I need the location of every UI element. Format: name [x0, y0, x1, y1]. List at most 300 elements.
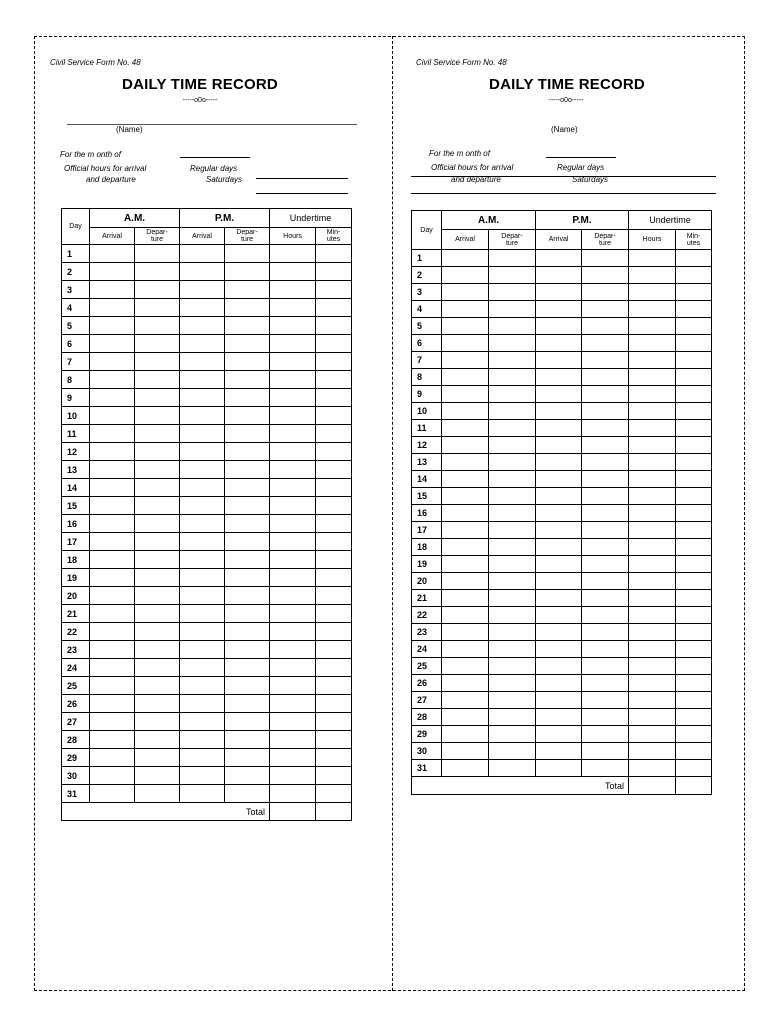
- undertime-hours-cell[interactable]: [270, 587, 316, 605]
- am-arrival-cell[interactable]: [442, 335, 489, 352]
- undertime-minutes-cell[interactable]: [316, 515, 352, 533]
- am-departure-cell[interactable]: [135, 695, 180, 713]
- undertime-hours-cell[interactable]: [629, 471, 676, 488]
- am-arrival-cell[interactable]: [90, 335, 135, 353]
- undertime-minutes-cell[interactable]: [676, 726, 712, 743]
- undertime-hours-cell[interactable]: [629, 403, 676, 420]
- undertime-minutes-cell[interactable]: [676, 641, 712, 658]
- am-arrival-cell[interactable]: [442, 760, 489, 777]
- undertime-minutes-cell[interactable]: [676, 471, 712, 488]
- am-departure-cell[interactable]: [489, 590, 536, 607]
- pm-arrival-cell[interactable]: [180, 785, 225, 803]
- undertime-hours-cell[interactable]: [270, 551, 316, 569]
- pm-departure-cell[interactable]: [225, 353, 270, 371]
- undertime-minutes-cell[interactable]: [676, 692, 712, 709]
- am-departure-cell[interactable]: [135, 713, 180, 731]
- pm-departure-cell[interactable]: [582, 658, 629, 675]
- am-departure-cell[interactable]: [489, 335, 536, 352]
- am-arrival-cell[interactable]: [442, 743, 489, 760]
- total-minutes-cell[interactable]: [676, 777, 712, 795]
- am-arrival-cell[interactable]: [90, 461, 135, 479]
- pm-departure-cell[interactable]: [582, 284, 629, 301]
- pm-arrival-cell[interactable]: [180, 353, 225, 371]
- pm-departure-cell[interactable]: [225, 443, 270, 461]
- undertime-minutes-cell[interactable]: [316, 587, 352, 605]
- undertime-hours-cell[interactable]: [629, 454, 676, 471]
- pm-departure-cell[interactable]: [582, 335, 629, 352]
- am-departure-cell[interactable]: [489, 641, 536, 658]
- pm-departure-cell[interactable]: [225, 677, 270, 695]
- undertime-hours-cell[interactable]: [629, 539, 676, 556]
- pm-departure-cell[interactable]: [225, 407, 270, 425]
- am-arrival-cell[interactable]: [90, 731, 135, 749]
- am-departure-cell[interactable]: [489, 760, 536, 777]
- pm-departure-cell[interactable]: [225, 749, 270, 767]
- am-arrival-cell[interactable]: [442, 573, 489, 590]
- undertime-hours-cell[interactable]: [270, 569, 316, 587]
- pm-departure-cell[interactable]: [225, 533, 270, 551]
- am-arrival-cell[interactable]: [90, 407, 135, 425]
- am-departure-cell[interactable]: [489, 267, 536, 284]
- undertime-hours-cell[interactable]: [270, 767, 316, 785]
- pm-arrival-cell[interactable]: [536, 403, 582, 420]
- undertime-hours-cell[interactable]: [629, 607, 676, 624]
- am-departure-cell[interactable]: [135, 263, 180, 281]
- undertime-minutes-cell[interactable]: [676, 658, 712, 675]
- undertime-minutes-cell[interactable]: [676, 284, 712, 301]
- am-departure-cell[interactable]: [135, 299, 180, 317]
- undertime-hours-cell[interactable]: [270, 389, 316, 407]
- am-arrival-cell[interactable]: [90, 353, 135, 371]
- pm-departure-cell[interactable]: [225, 785, 270, 803]
- undertime-hours-cell[interactable]: [629, 522, 676, 539]
- pm-departure-cell[interactable]: [582, 454, 629, 471]
- am-arrival-cell[interactable]: [442, 437, 489, 454]
- am-arrival-cell[interactable]: [442, 505, 489, 522]
- am-departure-cell[interactable]: [135, 389, 180, 407]
- undertime-minutes-cell[interactable]: [316, 785, 352, 803]
- undertime-minutes-cell[interactable]: [676, 420, 712, 437]
- undertime-minutes-cell[interactable]: [316, 317, 352, 335]
- undertime-hours-cell[interactable]: [629, 556, 676, 573]
- am-arrival-cell[interactable]: [442, 590, 489, 607]
- pm-departure-cell[interactable]: [582, 522, 629, 539]
- pm-departure-cell[interactable]: [225, 605, 270, 623]
- undertime-minutes-cell[interactable]: [676, 709, 712, 726]
- am-departure-cell[interactable]: [489, 709, 536, 726]
- pm-arrival-cell[interactable]: [180, 317, 225, 335]
- pm-departure-cell[interactable]: [225, 695, 270, 713]
- am-departure-cell[interactable]: [489, 471, 536, 488]
- pm-departure-cell[interactable]: [225, 389, 270, 407]
- undertime-hours-cell[interactable]: [629, 267, 676, 284]
- pm-arrival-cell[interactable]: [180, 371, 225, 389]
- pm-arrival-cell[interactable]: [536, 658, 582, 675]
- pm-departure-cell[interactable]: [582, 573, 629, 590]
- pm-departure-cell[interactable]: [582, 301, 629, 318]
- am-departure-cell[interactable]: [489, 675, 536, 692]
- pm-departure-cell[interactable]: [582, 420, 629, 437]
- undertime-hours-cell[interactable]: [629, 318, 676, 335]
- undertime-hours-cell[interactable]: [629, 250, 676, 267]
- pm-arrival-cell[interactable]: [536, 369, 582, 386]
- undertime-minutes-cell[interactable]: [316, 245, 352, 263]
- undertime-minutes-cell[interactable]: [316, 299, 352, 317]
- undertime-minutes-cell[interactable]: [316, 749, 352, 767]
- undertime-minutes-cell[interactable]: [676, 267, 712, 284]
- am-arrival-cell[interactable]: [442, 284, 489, 301]
- undertime-minutes-cell[interactable]: [316, 695, 352, 713]
- pm-arrival-cell[interactable]: [536, 760, 582, 777]
- undertime-hours-cell[interactable]: [629, 743, 676, 760]
- am-arrival-cell[interactable]: [442, 352, 489, 369]
- pm-arrival-cell[interactable]: [536, 250, 582, 267]
- undertime-hours-cell[interactable]: [270, 641, 316, 659]
- pm-departure-cell[interactable]: [582, 267, 629, 284]
- undertime-minutes-cell[interactable]: [316, 533, 352, 551]
- pm-arrival-cell[interactable]: [536, 352, 582, 369]
- am-departure-cell[interactable]: [135, 569, 180, 587]
- undertime-minutes-cell[interactable]: [316, 641, 352, 659]
- total-hours-cell[interactable]: [270, 803, 316, 821]
- undertime-hours-cell[interactable]: [629, 437, 676, 454]
- am-arrival-cell[interactable]: [90, 587, 135, 605]
- am-departure-cell[interactable]: [135, 335, 180, 353]
- am-departure-cell[interactable]: [489, 284, 536, 301]
- pm-arrival-cell[interactable]: [180, 515, 225, 533]
- pm-departure-cell[interactable]: [582, 318, 629, 335]
- am-arrival-cell[interactable]: [90, 443, 135, 461]
- pm-departure-cell[interactable]: [582, 709, 629, 726]
- am-departure-cell[interactable]: [135, 641, 180, 659]
- am-arrival-cell[interactable]: [90, 299, 135, 317]
- undertime-hours-cell[interactable]: [270, 659, 316, 677]
- am-arrival-cell[interactable]: [442, 488, 489, 505]
- am-arrival-cell[interactable]: [442, 454, 489, 471]
- pm-departure-cell[interactable]: [225, 425, 270, 443]
- undertime-minutes-cell[interactable]: [676, 556, 712, 573]
- pm-departure-cell[interactable]: [225, 767, 270, 785]
- am-departure-cell[interactable]: [489, 454, 536, 471]
- pm-arrival-cell[interactable]: [180, 551, 225, 569]
- am-departure-cell[interactable]: [489, 573, 536, 590]
- undertime-minutes-cell[interactable]: [316, 731, 352, 749]
- am-arrival-cell[interactable]: [442, 420, 489, 437]
- pm-departure-cell[interactable]: [582, 437, 629, 454]
- undertime-hours-cell[interactable]: [270, 335, 316, 353]
- pm-departure-cell[interactable]: [582, 624, 629, 641]
- pm-arrival-cell[interactable]: [180, 767, 225, 785]
- pm-departure-cell[interactable]: [582, 250, 629, 267]
- am-arrival-cell[interactable]: [442, 301, 489, 318]
- pm-arrival-cell[interactable]: [180, 659, 225, 677]
- undertime-minutes-cell[interactable]: [676, 386, 712, 403]
- undertime-hours-cell[interactable]: [629, 692, 676, 709]
- undertime-hours-cell[interactable]: [270, 695, 316, 713]
- am-arrival-cell[interactable]: [90, 551, 135, 569]
- undertime-minutes-cell[interactable]: [316, 713, 352, 731]
- am-departure-cell[interactable]: [135, 785, 180, 803]
- pm-arrival-cell[interactable]: [180, 605, 225, 623]
- pm-departure-cell[interactable]: [225, 731, 270, 749]
- pm-departure-cell[interactable]: [225, 281, 270, 299]
- am-arrival-cell[interactable]: [442, 641, 489, 658]
- am-departure-cell[interactable]: [489, 522, 536, 539]
- am-arrival-cell[interactable]: [90, 677, 135, 695]
- pm-arrival-cell[interactable]: [536, 692, 582, 709]
- undertime-hours-cell[interactable]: [629, 590, 676, 607]
- undertime-minutes-cell[interactable]: [316, 569, 352, 587]
- undertime-hours-cell[interactable]: [270, 299, 316, 317]
- pm-departure-cell[interactable]: [225, 317, 270, 335]
- pm-arrival-cell[interactable]: [536, 284, 582, 301]
- am-arrival-cell[interactable]: [442, 624, 489, 641]
- pm-departure-cell[interactable]: [225, 335, 270, 353]
- pm-arrival-cell[interactable]: [536, 488, 582, 505]
- pm-arrival-cell[interactable]: [180, 731, 225, 749]
- pm-arrival-cell[interactable]: [180, 245, 225, 263]
- pm-departure-cell[interactable]: [225, 515, 270, 533]
- pm-arrival-cell[interactable]: [536, 709, 582, 726]
- am-departure-cell[interactable]: [135, 659, 180, 677]
- undertime-hours-cell[interactable]: [629, 284, 676, 301]
- pm-departure-cell[interactable]: [225, 659, 270, 677]
- undertime-hours-cell[interactable]: [629, 624, 676, 641]
- undertime-minutes-cell[interactable]: [316, 353, 352, 371]
- undertime-hours-cell[interactable]: [629, 760, 676, 777]
- undertime-minutes-cell[interactable]: [316, 623, 352, 641]
- pm-arrival-cell[interactable]: [536, 624, 582, 641]
- pm-departure-cell[interactable]: [582, 556, 629, 573]
- undertime-hours-cell[interactable]: [270, 479, 316, 497]
- pm-departure-cell[interactable]: [225, 461, 270, 479]
- am-departure-cell[interactable]: [489, 743, 536, 760]
- am-arrival-cell[interactable]: [442, 658, 489, 675]
- undertime-hours-cell[interactable]: [629, 675, 676, 692]
- undertime-hours-cell[interactable]: [629, 335, 676, 352]
- undertime-hours-cell[interactable]: [270, 605, 316, 623]
- undertime-minutes-cell[interactable]: [676, 318, 712, 335]
- undertime-minutes-cell[interactable]: [676, 454, 712, 471]
- pm-departure-cell[interactable]: [582, 641, 629, 658]
- am-departure-cell[interactable]: [135, 245, 180, 263]
- undertime-minutes-cell[interactable]: [676, 250, 712, 267]
- pm-arrival-cell[interactable]: [180, 713, 225, 731]
- am-arrival-cell[interactable]: [442, 607, 489, 624]
- undertime-hours-cell[interactable]: [629, 420, 676, 437]
- undertime-hours-cell[interactable]: [629, 488, 676, 505]
- undertime-minutes-cell[interactable]: [676, 437, 712, 454]
- am-arrival-cell[interactable]: [442, 250, 489, 267]
- pm-arrival-cell[interactable]: [180, 587, 225, 605]
- undertime-minutes-cell[interactable]: [316, 479, 352, 497]
- am-departure-cell[interactable]: [489, 505, 536, 522]
- undertime-minutes-cell[interactable]: [316, 461, 352, 479]
- pm-arrival-cell[interactable]: [536, 505, 582, 522]
- am-arrival-cell[interactable]: [90, 245, 135, 263]
- pm-arrival-cell[interactable]: [536, 301, 582, 318]
- pm-departure-cell[interactable]: [582, 505, 629, 522]
- undertime-hours-cell[interactable]: [270, 425, 316, 443]
- undertime-hours-cell[interactable]: [270, 497, 316, 515]
- pm-arrival-cell[interactable]: [536, 386, 582, 403]
- total-hours-cell[interactable]: [629, 777, 676, 795]
- pm-departure-cell[interactable]: [582, 743, 629, 760]
- am-departure-cell[interactable]: [489, 607, 536, 624]
- pm-arrival-cell[interactable]: [180, 461, 225, 479]
- am-arrival-cell[interactable]: [90, 605, 135, 623]
- undertime-hours-cell[interactable]: [270, 371, 316, 389]
- pm-arrival-cell[interactable]: [536, 318, 582, 335]
- am-departure-cell[interactable]: [135, 317, 180, 335]
- undertime-minutes-cell[interactable]: [676, 488, 712, 505]
- pm-arrival-cell[interactable]: [180, 263, 225, 281]
- am-departure-cell[interactable]: [489, 318, 536, 335]
- undertime-minutes-cell[interactable]: [316, 497, 352, 515]
- undertime-hours-cell[interactable]: [629, 726, 676, 743]
- pm-arrival-cell[interactable]: [180, 299, 225, 317]
- pm-departure-cell[interactable]: [582, 760, 629, 777]
- pm-departure-cell[interactable]: [225, 641, 270, 659]
- pm-departure-cell[interactable]: [225, 245, 270, 263]
- am-arrival-cell[interactable]: [90, 659, 135, 677]
- undertime-minutes-cell[interactable]: [676, 675, 712, 692]
- pm-arrival-cell[interactable]: [536, 675, 582, 692]
- pm-arrival-cell[interactable]: [180, 479, 225, 497]
- pm-arrival-cell[interactable]: [536, 743, 582, 760]
- am-departure-cell[interactable]: [135, 425, 180, 443]
- undertime-hours-cell[interactable]: [270, 623, 316, 641]
- am-arrival-cell[interactable]: [90, 425, 135, 443]
- undertime-hours-cell[interactable]: [270, 731, 316, 749]
- undertime-minutes-cell[interactable]: [676, 403, 712, 420]
- undertime-minutes-cell[interactable]: [316, 767, 352, 785]
- total-minutes-cell[interactable]: [316, 803, 352, 821]
- undertime-hours-cell[interactable]: [629, 573, 676, 590]
- undertime-hours-cell[interactable]: [629, 369, 676, 386]
- am-departure-cell[interactable]: [489, 624, 536, 641]
- am-departure-cell[interactable]: [489, 420, 536, 437]
- pm-arrival-cell[interactable]: [536, 590, 582, 607]
- undertime-hours-cell[interactable]: [270, 713, 316, 731]
- pm-departure-cell[interactable]: [582, 726, 629, 743]
- pm-arrival-cell[interactable]: [180, 407, 225, 425]
- undertime-hours-cell[interactable]: [270, 461, 316, 479]
- undertime-minutes-cell[interactable]: [316, 281, 352, 299]
- pm-departure-cell[interactable]: [582, 488, 629, 505]
- am-departure-cell[interactable]: [135, 623, 180, 641]
- pm-departure-cell[interactable]: [225, 479, 270, 497]
- am-departure-cell[interactable]: [489, 692, 536, 709]
- am-arrival-cell[interactable]: [90, 497, 135, 515]
- am-departure-cell[interactable]: [489, 403, 536, 420]
- undertime-minutes-cell[interactable]: [676, 590, 712, 607]
- am-arrival-cell[interactable]: [442, 369, 489, 386]
- pm-arrival-cell[interactable]: [536, 573, 582, 590]
- pm-arrival-cell[interactable]: [536, 471, 582, 488]
- am-arrival-cell[interactable]: [442, 675, 489, 692]
- undertime-hours-cell[interactable]: [270, 245, 316, 263]
- am-departure-cell[interactable]: [489, 726, 536, 743]
- undertime-minutes-cell[interactable]: [676, 505, 712, 522]
- am-arrival-cell[interactable]: [442, 692, 489, 709]
- am-departure-cell[interactable]: [135, 749, 180, 767]
- am-departure-cell[interactable]: [135, 767, 180, 785]
- am-arrival-cell[interactable]: [442, 471, 489, 488]
- undertime-minutes-cell[interactable]: [316, 659, 352, 677]
- undertime-minutes-cell[interactable]: [676, 335, 712, 352]
- am-arrival-cell[interactable]: [90, 281, 135, 299]
- pm-arrival-cell[interactable]: [536, 641, 582, 658]
- am-arrival-cell[interactable]: [90, 317, 135, 335]
- undertime-minutes-cell[interactable]: [316, 407, 352, 425]
- am-departure-cell[interactable]: [489, 301, 536, 318]
- am-departure-cell[interactable]: [135, 281, 180, 299]
- pm-arrival-cell[interactable]: [536, 539, 582, 556]
- pm-departure-cell[interactable]: [225, 371, 270, 389]
- undertime-minutes-cell[interactable]: [676, 352, 712, 369]
- pm-departure-cell[interactable]: [225, 299, 270, 317]
- am-departure-cell[interactable]: [135, 587, 180, 605]
- am-departure-cell[interactable]: [489, 556, 536, 573]
- am-departure-cell[interactable]: [489, 437, 536, 454]
- undertime-minutes-cell[interactable]: [676, 539, 712, 556]
- am-arrival-cell[interactable]: [90, 695, 135, 713]
- pm-arrival-cell[interactable]: [536, 556, 582, 573]
- undertime-minutes-cell[interactable]: [316, 677, 352, 695]
- pm-arrival-cell[interactable]: [180, 425, 225, 443]
- am-departure-cell[interactable]: [135, 533, 180, 551]
- undertime-minutes-cell[interactable]: [676, 607, 712, 624]
- pm-arrival-cell[interactable]: [536, 420, 582, 437]
- undertime-minutes-cell[interactable]: [676, 522, 712, 539]
- pm-departure-cell[interactable]: [582, 386, 629, 403]
- pm-arrival-cell[interactable]: [180, 695, 225, 713]
- am-arrival-cell[interactable]: [90, 767, 135, 785]
- am-arrival-cell[interactable]: [90, 623, 135, 641]
- am-departure-cell[interactable]: [489, 386, 536, 403]
- am-departure-cell[interactable]: [135, 479, 180, 497]
- pm-arrival-cell[interactable]: [180, 749, 225, 767]
- undertime-minutes-cell[interactable]: [676, 573, 712, 590]
- pm-departure-cell[interactable]: [225, 569, 270, 587]
- pm-arrival-cell[interactable]: [180, 443, 225, 461]
- pm-arrival-cell[interactable]: [536, 454, 582, 471]
- pm-departure-cell[interactable]: [582, 675, 629, 692]
- am-arrival-cell[interactable]: [442, 403, 489, 420]
- am-departure-cell[interactable]: [135, 515, 180, 533]
- undertime-hours-cell[interactable]: [270, 407, 316, 425]
- am-departure-cell[interactable]: [135, 605, 180, 623]
- am-arrival-cell[interactable]: [90, 569, 135, 587]
- undertime-minutes-cell[interactable]: [316, 335, 352, 353]
- am-departure-cell[interactable]: [489, 488, 536, 505]
- pm-departure-cell[interactable]: [582, 352, 629, 369]
- undertime-minutes-cell[interactable]: [316, 443, 352, 461]
- am-arrival-cell[interactable]: [442, 709, 489, 726]
- pm-departure-cell[interactable]: [582, 403, 629, 420]
- pm-arrival-cell[interactable]: [536, 267, 582, 284]
- undertime-hours-cell[interactable]: [270, 443, 316, 461]
- pm-arrival-cell[interactable]: [536, 437, 582, 454]
- pm-arrival-cell[interactable]: [180, 569, 225, 587]
- am-arrival-cell[interactable]: [90, 533, 135, 551]
- undertime-hours-cell[interactable]: [270, 281, 316, 299]
- pm-departure-cell[interactable]: [225, 623, 270, 641]
- pm-arrival-cell[interactable]: [536, 522, 582, 539]
- undertime-hours-cell[interactable]: [270, 263, 316, 281]
- pm-departure-cell[interactable]: [582, 607, 629, 624]
